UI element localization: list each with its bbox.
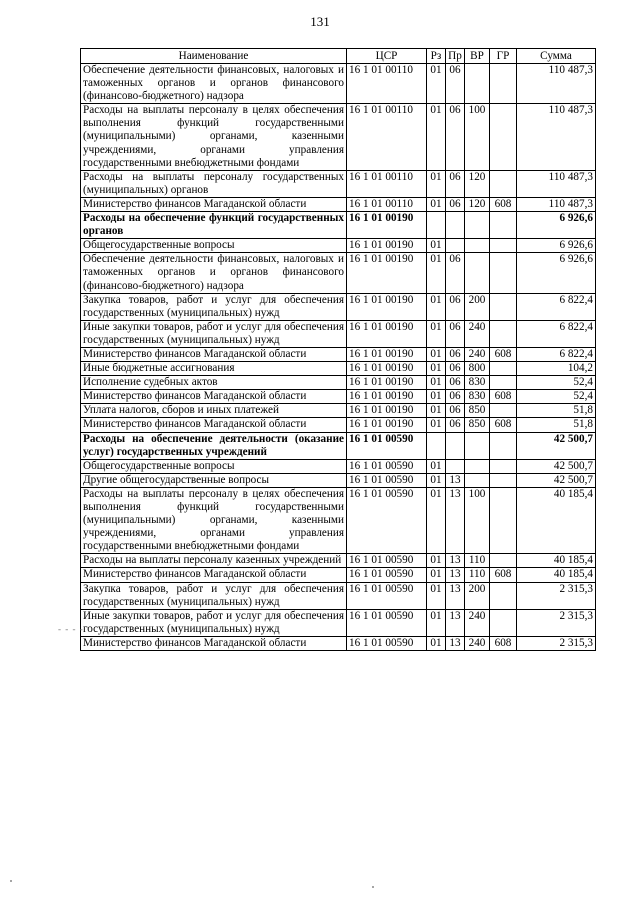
cell-name: Иные закупки товаров, работ и услуг для обеспечения государственных (муниципальных) нужд	[81, 609, 347, 636]
cell-pr	[446, 212, 465, 239]
cell-gr	[490, 487, 517, 553]
cell-gr	[490, 104, 517, 170]
cell-name: Министерство финансов Магаданской области	[81, 197, 347, 211]
cell-rz: 01	[427, 64, 446, 104]
cell-vr: 240	[465, 347, 490, 361]
cell-sum: 51,8	[517, 404, 596, 418]
cell-sum: 2 315,3	[517, 582, 596, 609]
cell-vr: 850	[465, 404, 490, 418]
cell-csr: 16 1 01 00590	[347, 568, 427, 582]
cell-vr: 120	[465, 170, 490, 197]
cell-vr: 200	[465, 293, 490, 320]
cell-csr: 16 1 01 00190	[347, 376, 427, 390]
cell-csr: 16 1 01 00190	[347, 239, 427, 253]
cell-pr: 06	[446, 64, 465, 104]
cell-name: Министерство финансов Магаданской области	[81, 347, 347, 361]
cell-sum: 6 926,6	[517, 239, 596, 253]
table-row	[81, 582, 596, 609]
cell-rz: 01	[427, 347, 446, 361]
cell-pr: 06	[446, 170, 465, 197]
header-pr: Пр	[446, 49, 465, 64]
cell-pr: 06	[446, 390, 465, 404]
table-row	[81, 554, 596, 568]
header-gr: ГР	[490, 49, 517, 64]
table-row	[81, 418, 596, 432]
cell-gr	[490, 320, 517, 347]
cell-rz: 01	[427, 390, 446, 404]
cell-pr: 06	[446, 362, 465, 376]
cell-rz: 01	[427, 253, 446, 293]
cell-sum: 110 487,3	[517, 64, 596, 104]
cell-pr: 06	[446, 253, 465, 293]
cell-rz	[427, 432, 446, 459]
cell-pr: 13	[446, 636, 465, 650]
table-row	[81, 320, 596, 347]
cell-csr: 16 1 01 00110	[347, 170, 427, 197]
cell-sum: 2 315,3	[517, 636, 596, 650]
cell-sum: 110 487,3	[517, 197, 596, 211]
cell-name: Расходы на обеспечение деятельности (оказание услуг) государственных учреждений	[81, 432, 347, 459]
cell-pr: 06	[446, 418, 465, 432]
cell-rz: 01	[427, 197, 446, 211]
cell-pr: 06	[446, 293, 465, 320]
cell-csr: 16 1 01 00190	[347, 293, 427, 320]
table-row	[81, 459, 596, 473]
cell-vr: 200	[465, 582, 490, 609]
table-row	[81, 362, 596, 376]
cell-vr: 100	[465, 487, 490, 553]
cell-sum: 6 822,4	[517, 347, 596, 361]
cell-sum: 42 500,7	[517, 432, 596, 459]
cell-gr	[490, 459, 517, 473]
cell-rz: 01	[427, 293, 446, 320]
cell-sum: 6 926,6	[517, 212, 596, 239]
header-vr: ВР	[465, 49, 490, 64]
cell-pr	[446, 432, 465, 459]
cell-sum: 40 185,4	[517, 568, 596, 582]
cell-name: Обеспечение деятельности финансовых, налоговых и таможенных органов и органов финансового (финансово-бюджетного) надзора	[81, 253, 347, 293]
cell-gr	[490, 582, 517, 609]
table-header	[81, 49, 596, 64]
cell-gr	[490, 239, 517, 253]
cell-sum: 2 315,3	[517, 609, 596, 636]
cell-pr: 13	[446, 554, 465, 568]
scan-speck	[10, 880, 12, 882]
cell-name: Министерство финансов Магаданской области	[81, 418, 347, 432]
cell-sum: 6 926,6	[517, 253, 596, 293]
table-row	[81, 609, 596, 636]
cell-name: Расходы на выплаты персоналу государственных (муниципальных) органов	[81, 170, 347, 197]
header-row	[81, 49, 596, 64]
cell-gr: 608	[490, 568, 517, 582]
cell-rz: 01	[427, 104, 446, 170]
cell-vr	[465, 253, 490, 293]
cell-vr: 240	[465, 636, 490, 650]
cell-pr: 13	[446, 609, 465, 636]
cell-sum: 40 185,4	[517, 487, 596, 553]
cell-sum: 110 487,3	[517, 170, 596, 197]
cell-name: Расходы на обеспечение функций государственных органов	[81, 212, 347, 239]
cell-vr: 110	[465, 554, 490, 568]
cell-csr: 16 1 01 00110	[347, 104, 427, 170]
cell-rz: 01	[427, 170, 446, 197]
table-row	[81, 239, 596, 253]
cell-gr: 608	[490, 636, 517, 650]
cell-csr: 16 1 01 00190	[347, 212, 427, 239]
cell-name: Иные бюджетные ассигнования	[81, 362, 347, 376]
header-sum: Сумма	[517, 49, 596, 64]
cell-rz: 01	[427, 568, 446, 582]
cell-rz	[427, 212, 446, 239]
table-row	[81, 64, 596, 104]
cell-csr: 16 1 01 00590	[347, 582, 427, 609]
margin-mark: - - - -	[58, 624, 84, 634]
cell-name: Обеспечение деятельности финансовых, налоговых и таможенных органов и органов финансового (финансово-бюджетного) надзора	[81, 64, 347, 104]
cell-gr	[490, 376, 517, 390]
cell-csr: 16 1 01 00590	[347, 487, 427, 553]
table-row	[81, 636, 596, 650]
cell-pr: 06	[446, 404, 465, 418]
cell-vr: 110	[465, 568, 490, 582]
header-name: Наименование	[81, 49, 347, 64]
cell-gr: 608	[490, 390, 517, 404]
cell-rz: 01	[427, 239, 446, 253]
cell-pr: 13	[446, 568, 465, 582]
cell-vr	[465, 432, 490, 459]
cell-gr	[490, 212, 517, 239]
cell-name: Расходы на выплаты персоналу в целях обеспечения выполнения функций государственными (муниципальными) органами, казенными учреждениями, органами управления государственными внебюджетными фондами	[81, 104, 347, 170]
cell-rz: 01	[427, 473, 446, 487]
cell-name: Министерство финансов Магаданской области	[81, 636, 347, 650]
cell-rz: 01	[427, 459, 446, 473]
cell-rz: 01	[427, 320, 446, 347]
cell-gr	[490, 554, 517, 568]
cell-pr: 06	[446, 320, 465, 347]
cell-csr: 16 1 01 00590	[347, 636, 427, 650]
cell-rz: 01	[427, 554, 446, 568]
cell-vr: 830	[465, 390, 490, 404]
cell-csr: 16 1 01 00590	[347, 432, 427, 459]
cell-rz: 01	[427, 636, 446, 650]
cell-gr	[490, 64, 517, 104]
header-csr: ЦСР	[347, 49, 427, 64]
cell-vr: 850	[465, 418, 490, 432]
cell-gr	[490, 170, 517, 197]
table-row	[81, 404, 596, 418]
header-rz: Рз	[427, 49, 446, 64]
table-row	[81, 197, 596, 211]
cell-csr: 16 1 01 00110	[347, 64, 427, 104]
cell-name: Уплата налогов, сборов и иных платежей	[81, 404, 347, 418]
cell-name: Расходы на выплаты персоналу казенных учреждений	[81, 554, 347, 568]
cell-csr: 16 1 01 00190	[347, 390, 427, 404]
cell-csr: 16 1 01 00190	[347, 347, 427, 361]
cell-pr: 06	[446, 347, 465, 361]
cell-csr: 16 1 01 00190	[347, 404, 427, 418]
cell-sum: 104,2	[517, 362, 596, 376]
cell-gr	[490, 432, 517, 459]
table-row	[81, 293, 596, 320]
cell-gr	[490, 253, 517, 293]
table-row	[81, 347, 596, 361]
cell-name: Закупка товаров, работ и услуг для обеспечения государственных (муниципальных) нужд	[81, 582, 347, 609]
cell-rz: 01	[427, 487, 446, 553]
cell-rz: 01	[427, 362, 446, 376]
cell-gr	[490, 293, 517, 320]
cell-csr: 16 1 01 00190	[347, 253, 427, 293]
cell-csr: 16 1 01 00590	[347, 473, 427, 487]
cell-pr: 13	[446, 473, 465, 487]
cell-rz: 01	[427, 582, 446, 609]
cell-vr	[465, 239, 490, 253]
cell-vr: 120	[465, 197, 490, 211]
cell-rz: 01	[427, 609, 446, 636]
cell-pr: 13	[446, 487, 465, 553]
cell-name: Общегосударственные вопросы	[81, 239, 347, 253]
cell-rz: 01	[427, 404, 446, 418]
cell-sum: 6 822,4	[517, 320, 596, 347]
cell-sum: 52,4	[517, 376, 596, 390]
table-row	[81, 568, 596, 582]
cell-name: Общегосударственные вопросы	[81, 459, 347, 473]
cell-csr: 16 1 01 00190	[347, 362, 427, 376]
cell-sum: 52,4	[517, 390, 596, 404]
cell-sum: 110 487,3	[517, 104, 596, 170]
cell-csr: 16 1 01 00110	[347, 197, 427, 211]
cell-gr	[490, 473, 517, 487]
table-row	[81, 170, 596, 197]
cell-name: Другие общегосударственные вопросы	[81, 473, 347, 487]
cell-csr: 16 1 01 00590	[347, 554, 427, 568]
cell-gr	[490, 362, 517, 376]
cell-vr: 800	[465, 362, 490, 376]
cell-name: Иные закупки товаров, работ и услуг для обеспечения государственных (муниципальных) нужд	[81, 320, 347, 347]
cell-sum: 51,8	[517, 418, 596, 432]
cell-vr	[465, 473, 490, 487]
table-row	[81, 390, 596, 404]
cell-csr: 16 1 01 00590	[347, 609, 427, 636]
scan-speck	[372, 886, 374, 888]
cell-csr: 16 1 01 00190	[347, 418, 427, 432]
cell-vr	[465, 212, 490, 239]
cell-vr: 100	[465, 104, 490, 170]
cell-gr	[490, 609, 517, 636]
cell-sum: 40 185,4	[517, 554, 596, 568]
table-row	[81, 473, 596, 487]
table-row	[81, 376, 596, 390]
cell-vr: 240	[465, 320, 490, 347]
budget-table	[80, 48, 596, 651]
cell-name: Расходы на выплаты персоналу в целях обеспечения выполнения функций государственными (муниципальными) органами, казенными учреждениями, органами управления государственными внебюджетными фондами	[81, 487, 347, 553]
cell-gr: 608	[490, 347, 517, 361]
cell-pr: 06	[446, 104, 465, 170]
table-row	[81, 104, 596, 170]
cell-gr: 608	[490, 418, 517, 432]
table-body	[81, 64, 596, 651]
cell-rz: 01	[427, 376, 446, 390]
cell-pr	[446, 459, 465, 473]
cell-vr	[465, 459, 490, 473]
cell-pr: 06	[446, 376, 465, 390]
cell-pr	[446, 239, 465, 253]
cell-csr: 16 1 01 00190	[347, 320, 427, 347]
cell-vr	[465, 64, 490, 104]
cell-vr: 830	[465, 376, 490, 390]
cell-name: Министерство финансов Магаданской области	[81, 568, 347, 582]
cell-sum: 6 822,4	[517, 293, 596, 320]
cell-sum: 42 500,7	[517, 459, 596, 473]
cell-vr: 240	[465, 609, 490, 636]
cell-sum: 42 500,7	[517, 473, 596, 487]
table-row	[81, 487, 596, 553]
cell-pr: 13	[446, 582, 465, 609]
cell-pr: 06	[446, 197, 465, 211]
table-row	[81, 432, 596, 459]
cell-gr: 608	[490, 197, 517, 211]
page-number: 131	[310, 14, 330, 29]
cell-name: Министерство финансов Магаданской области	[81, 390, 347, 404]
cell-csr: 16 1 01 00590	[347, 459, 427, 473]
cell-name: Закупка товаров, работ и услуг для обеспечения государственных (муниципальных) нужд	[81, 293, 347, 320]
table-row	[81, 253, 596, 293]
table-row	[81, 212, 596, 239]
cell-gr	[490, 404, 517, 418]
cell-name: Исполнение судебных актов	[81, 376, 347, 390]
cell-rz: 01	[427, 418, 446, 432]
